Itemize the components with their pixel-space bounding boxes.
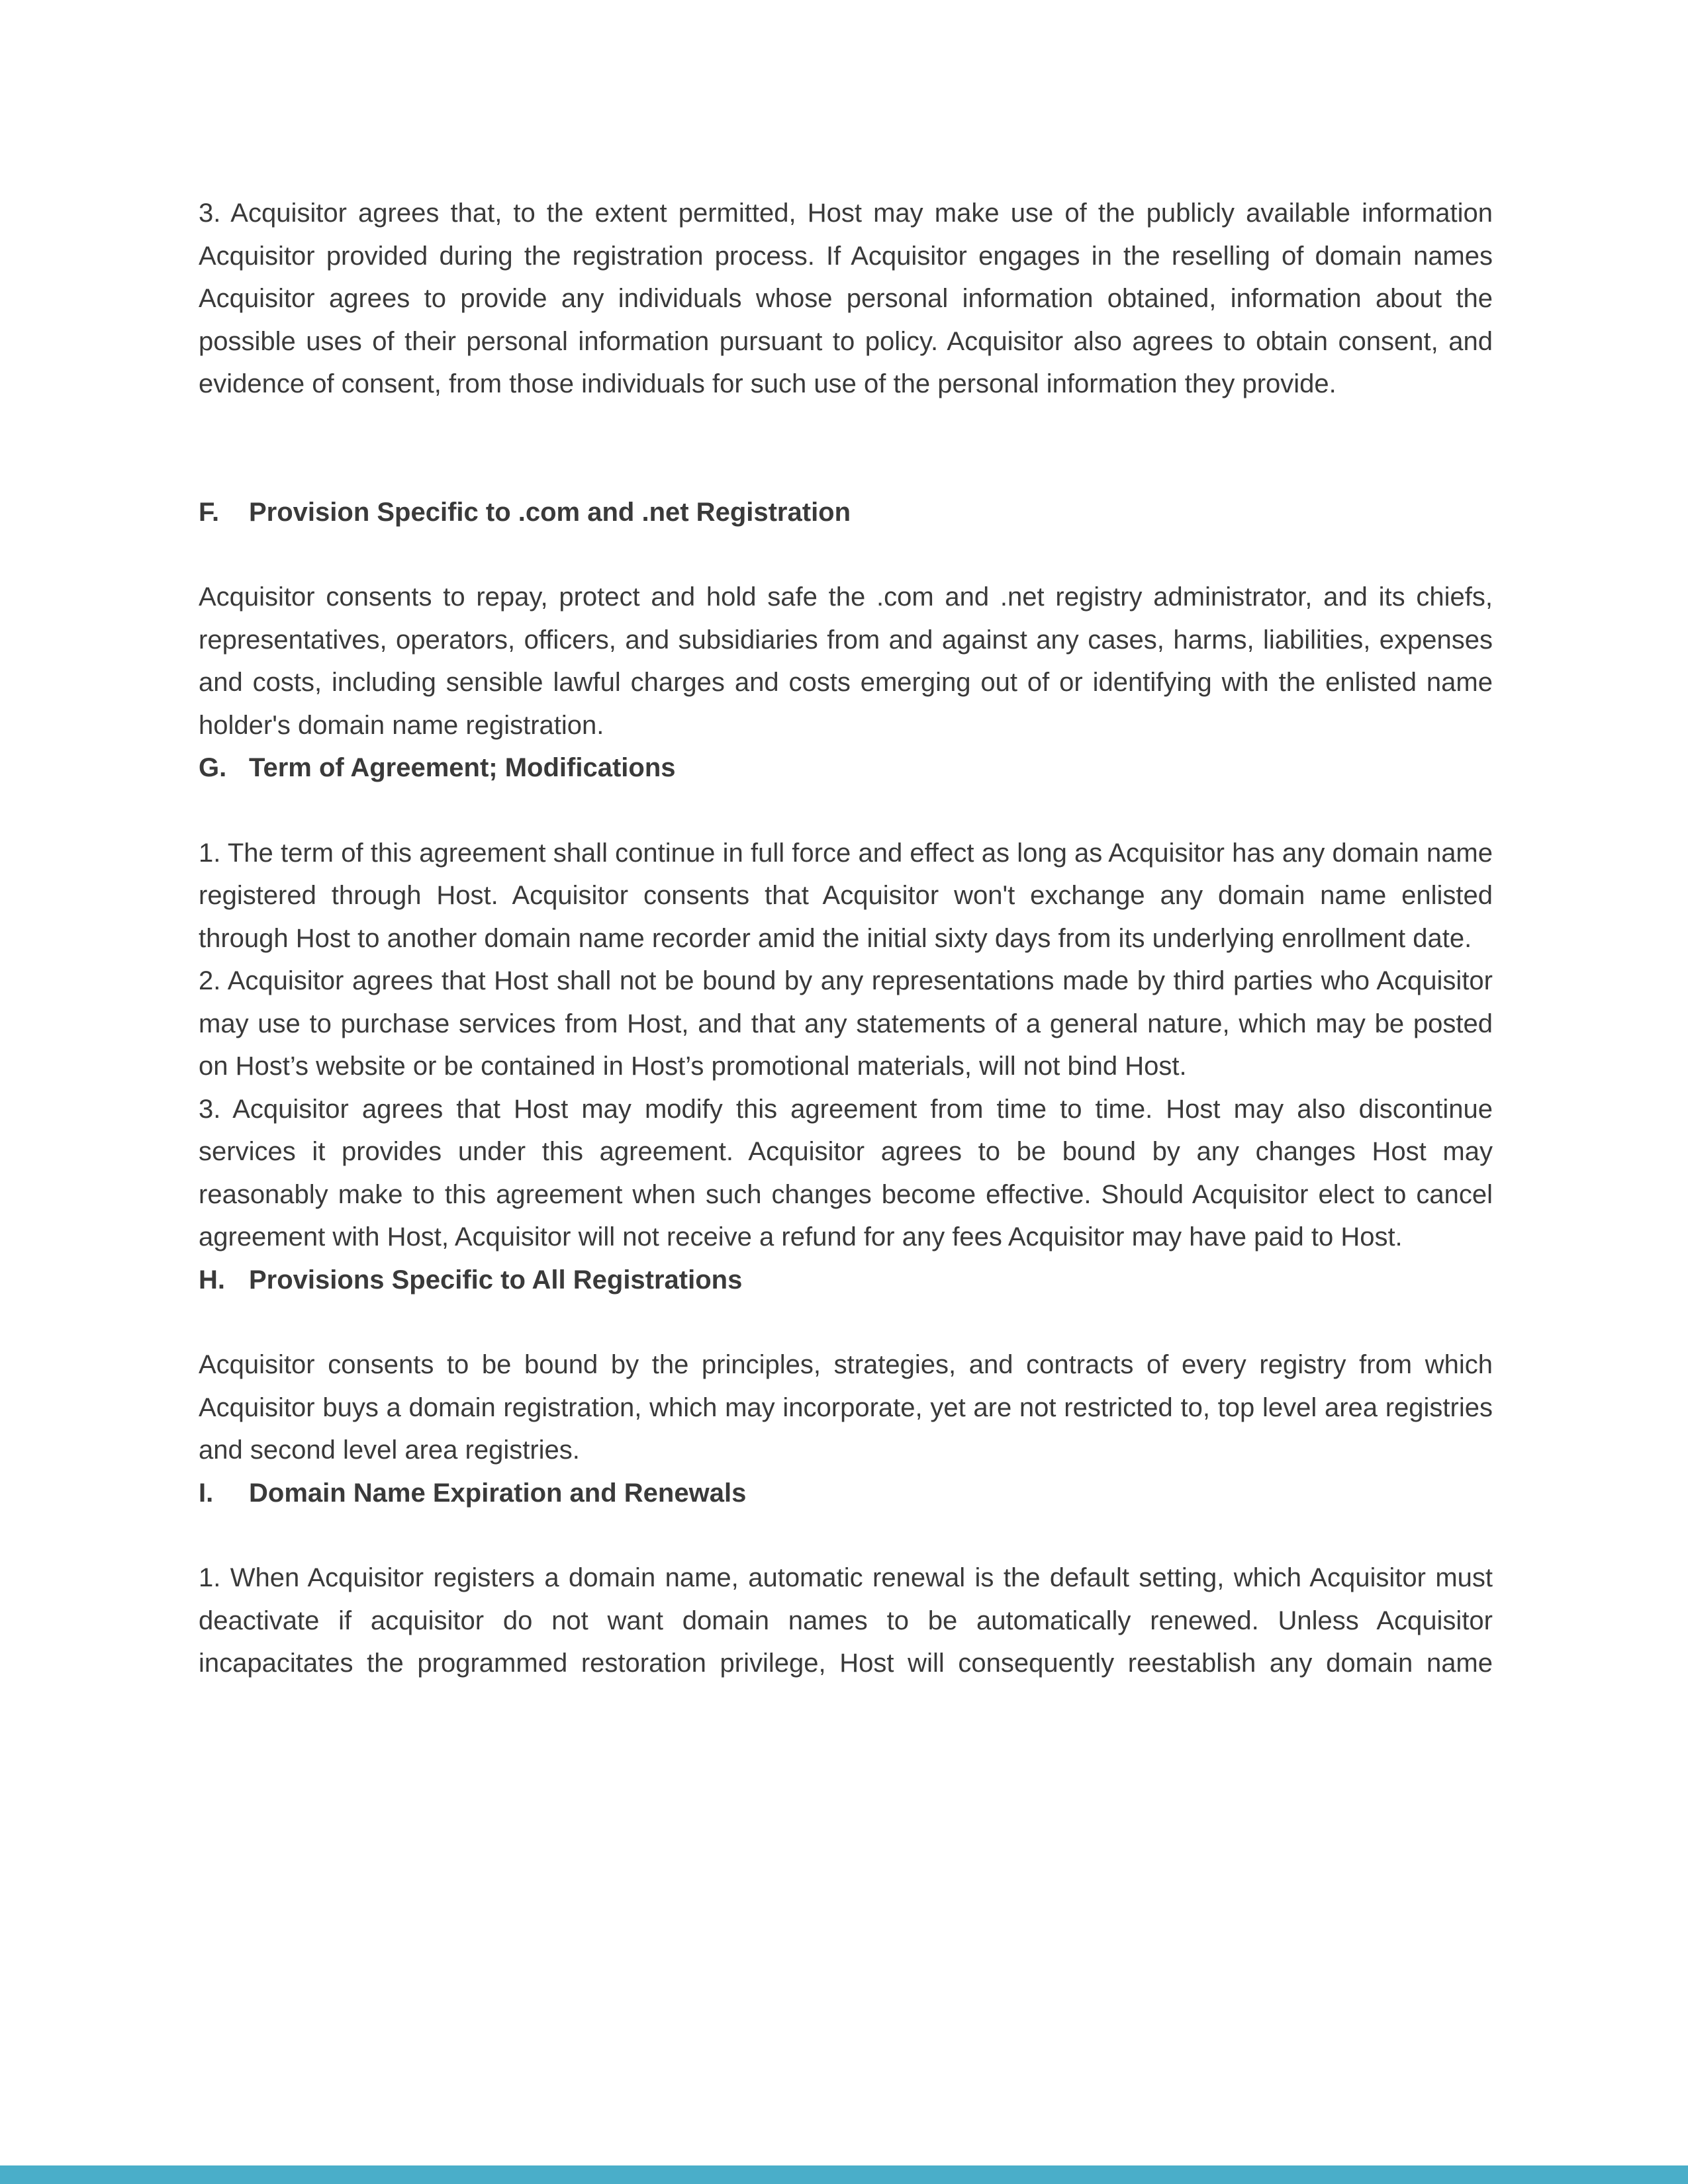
section-g-paragraph-3: 3. Acquisitor agrees that Host may modify this agreement from time to time. Host may also discontinue services it provides under this agreement. Acquisitor agrees to be bound by any changes Host may reasonably make to this agreement when such changes become effective. Should Acquisitor elect to cancel agreement with Host, Acquisitor will not receive a refund for any fees Acquisitor may have paid to Host. (199, 1094, 1493, 1251)
section-title: Term of Agreement; Modifications (249, 753, 676, 782)
section-letter: F. (199, 497, 220, 527)
section-i-paragraph-1: 1. When Acquisitor registers a domain name, automatic renewal is the default setting, which Acquisitor must deactivate if acquisitor do not want domain names to be automatically renewed. Unless Acquisitor incapacitates the programmed restoration privilege, Host will consequently reestablish any domain name (199, 1563, 1493, 1678)
section-title: Provisions Specific to All Registrations (249, 1265, 743, 1295)
document-page (199, 192, 1493, 1685)
section-g-paragraph-1: 1. The term of this agreement shall continue in full force and effect as long as Acquisitor has any domain name registered through Host. Acquisitor consents that Acquisitor won't exchange any domain name enlisted through Host to another domain name recorder amid the initial sixty days from its underlying enrollment date. (199, 838, 1493, 953)
section-f-paragraph-1: Acquisitor consents to repay, protect and hold safe the .com and .net registry administrator, and its chiefs, representatives, operators, officers, and subsidiaries from and against any cases, harms, liabilities, expenses and costs, including sensible lawful charges and costs emerging out of or identifying with the enlisted name holder's domain name registration. (199, 582, 1493, 740)
footer-accent-bar (0, 2165, 1688, 2184)
section-h-paragraph-1: Acquisitor consents to be bound by the principles, strategies, and contracts of every registry from which Acquisitor buys a domain registration, which may incorporate, yet are not restricted to, top level area registries and second level area registries. (199, 1350, 1493, 1465)
section-g-paragraph-2: 2. Acquisitor agrees that Host shall not be bound by any representations made by third parties who Acquisitor may use to purchase services from Host, and that any statements of a general nature, which may be posted on Host’s website or be contained in Host’s promotional materials, will not bind Host. (199, 966, 1493, 1081)
section-heading-i (199, 1472, 1493, 1515)
section-letter: I. (199, 1478, 214, 1508)
section-heading-h (199, 1259, 1493, 1302)
section-letter: G. (199, 753, 227, 782)
section-letter: H. (199, 1265, 225, 1295)
section-heading-g (199, 747, 1493, 790)
section-title: Domain Name Expiration and Renewals (249, 1478, 747, 1508)
section-title: Provision Specific to .com and .net Registration (249, 497, 851, 527)
intro-paragraph: 3. Acquisitor agrees that, to the extent permitted, Host may make use of the publicly available information Acquisitor provided during the registration process. If Acquisitor engages in the reselling of domain names Acquisitor agrees to provide any individuals whose personal information obtained, information about the possible uses of their personal information pursuant to policy. Acquisitor also agrees to obtain consent, and evidence of consent, from those individuals for such use of the personal information they provide. (199, 199, 1493, 398)
section-heading-f (199, 491, 1493, 534)
